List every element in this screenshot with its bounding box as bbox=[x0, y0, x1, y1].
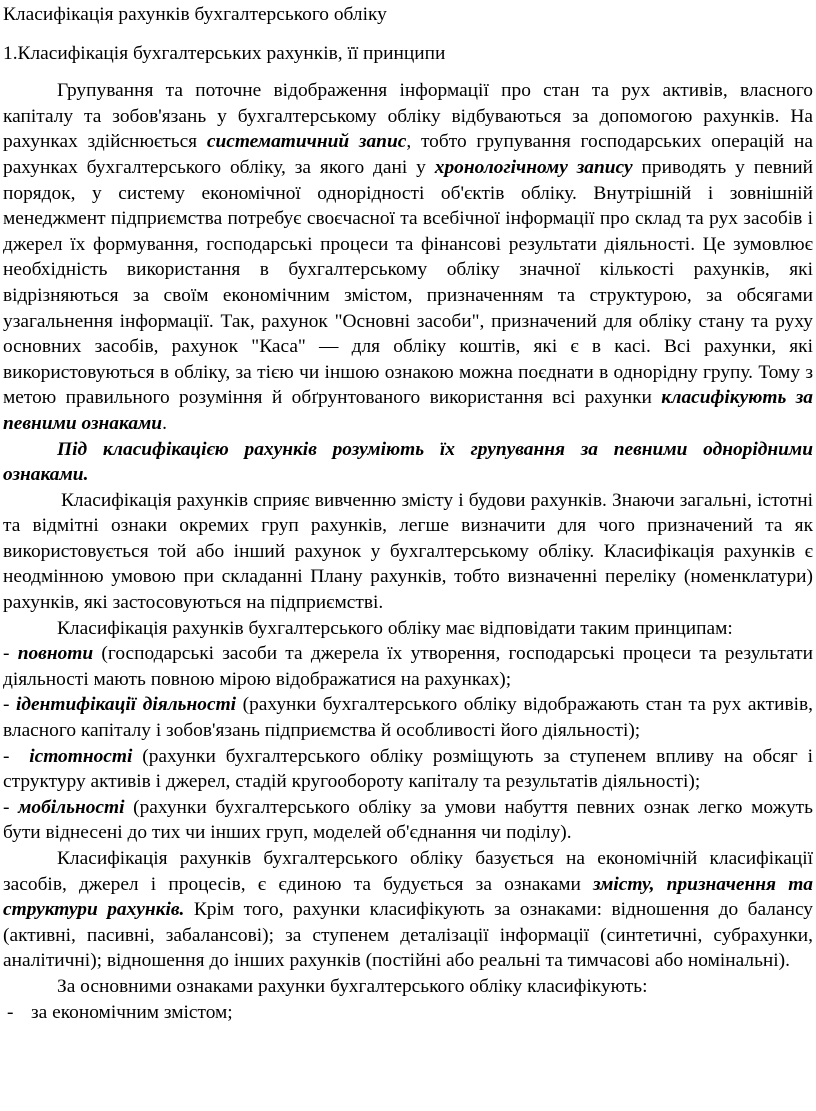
section-heading: 1.Класифікація бухгалтерських рахунків, її принципи bbox=[3, 42, 446, 64]
paragraph-basis-text-2: Крім того, рахунки класифікують за ознаками: відношення до балансу (активні, пасивні, забалансові); за ступенем деталізації інформації (синтетичні, субрахунки, аналітичні); відношення до інших рахунків (постійні або реальні та тимчасові або номінальні). bbox=[3, 899, 813, 972]
document-title: Класифікація рахунків бухгалтерського обліку bbox=[3, 4, 387, 25]
principle-text: (господарські засоби та джерела їх утворення, господарські процеси та результати діяльності мають повною мірою відображатися на рахунках); bbox=[3, 643, 813, 690]
feature-dash: - bbox=[7, 1001, 14, 1023]
paragraph-intro-text-2: , тобто групування господарських операцій на рахунках бухгалтерського обліку, за якого дані у bbox=[3, 131, 814, 178]
principle-dash: - bbox=[3, 643, 18, 665]
principle-dash: - bbox=[3, 796, 19, 818]
principle-item bbox=[3, 692, 813, 743]
paragraph-intro-text-4: . bbox=[162, 412, 167, 434]
principle-dash: - bbox=[3, 745, 30, 767]
paragraph-intro bbox=[3, 78, 813, 436]
term-classify: класифікують за певними ознаками bbox=[3, 387, 813, 434]
paragraph-intro-text-3: приводять у певний порядок, у систему економічної однорідності об'єктів обліку. Внутрішній і зовнішній менеджмент підприємства потребує своєчасної та всебічної інформації про склад та рух засобів і джерел їх формування, господарські процеси та фінансові результати діяльності. Це зумовлює необхідність використання в бухгалтерському обліку значної кількості рахунків, які відрізняються за своїм економічним змістом, призначенням та структурою, за обсягами узагальнення інформації. Так, рахунок "Основні засоби", призначений для обліку стану та руху основних засобів, рахунок "Каса" — для обліку коштів, які є в касі. Всі рахунки, які використовуються в обліку, за тією чи іншою ознакою можна поєднати в однорідну групу. Тому з метою правильного розуміння й обґрунтованого використання всі рахунки bbox=[3, 156, 813, 409]
definition: Під класифікацією рахунків розуміють їх групування за певними однорідними ознаками. bbox=[3, 438, 813, 486]
principle-text: (рахунки бухгалтерського обліку відображають стан та рух активів, власного капіталу і зобов'язань підприємства й особливості його діяльності); bbox=[3, 694, 813, 742]
main-features-intro: За основними ознаками рахунки бухгалтерського обліку класифікують: bbox=[57, 975, 648, 997]
paragraph-basis-text-1: Класифікація рахунків бухгалтерського обліку базується на економічній класифікації засобів, джерел і процесів, є єдиною та будується за ознаками bbox=[3, 848, 813, 895]
paragraph-purpose: Класифікація рахунків сприяє вивченню змісту і будови рахунків. Знаючи загальні, істотні та відмітні ознаки окремих груп рахунків, легше визначити для чого призначений та як використовується той або інший рахунок у бухгалтерському обліку. Класифікація рахунків є неодмінною умовою при складанні Плану рахунків, тобто визначенні переліку (номенклатури) рахунків, які застосовуються на підприємстві. bbox=[3, 489, 813, 614]
feature-text: за економічним змістом; bbox=[31, 1001, 233, 1023]
principle-item bbox=[3, 795, 813, 846]
principle-item bbox=[3, 641, 813, 692]
principle-term: ідентифікації діяльності bbox=[16, 694, 237, 716]
paragraph-basis bbox=[3, 846, 813, 974]
principles-intro: Класифікація рахунків бухгалтерського обліку має відповідати таким принципам: bbox=[57, 617, 733, 639]
term-systematic-record: систематичний запис bbox=[206, 131, 407, 153]
term-content-purpose-structure: змісту, призначення та структури рахунків. bbox=[3, 873, 813, 921]
principle-item bbox=[3, 744, 813, 795]
term-chronological-record: хронологічному запису bbox=[434, 156, 633, 178]
feature-item bbox=[3, 1000, 813, 1026]
principle-term: мобільності bbox=[18, 796, 125, 818]
principle-dash: - bbox=[3, 694, 17, 716]
paragraph-intro-text-1: Групування та поточне відображення інформації про стан та рух активів, власного капіталу та зобов'язань у бухгалтерському обліку відбуваються за допомогою рахунків. На рахунках здійснюється bbox=[3, 80, 813, 153]
principle-term: істотності bbox=[29, 745, 133, 767]
principle-term: повноти bbox=[17, 643, 94, 665]
principle-text: (рахунки бухгалтерського обліку за умови набуття певних ознак легко можуть бути віднесені до тих чи інших груп, моделей об'єднання чи поділу). bbox=[3, 796, 813, 844]
principle-text: (рахунки бухгалтерського обліку розміщують за ступенем впливу на обсяг і структуру активів і джерел, стадій кругообороту капіталу та результатів діяльності); bbox=[3, 745, 813, 793]
